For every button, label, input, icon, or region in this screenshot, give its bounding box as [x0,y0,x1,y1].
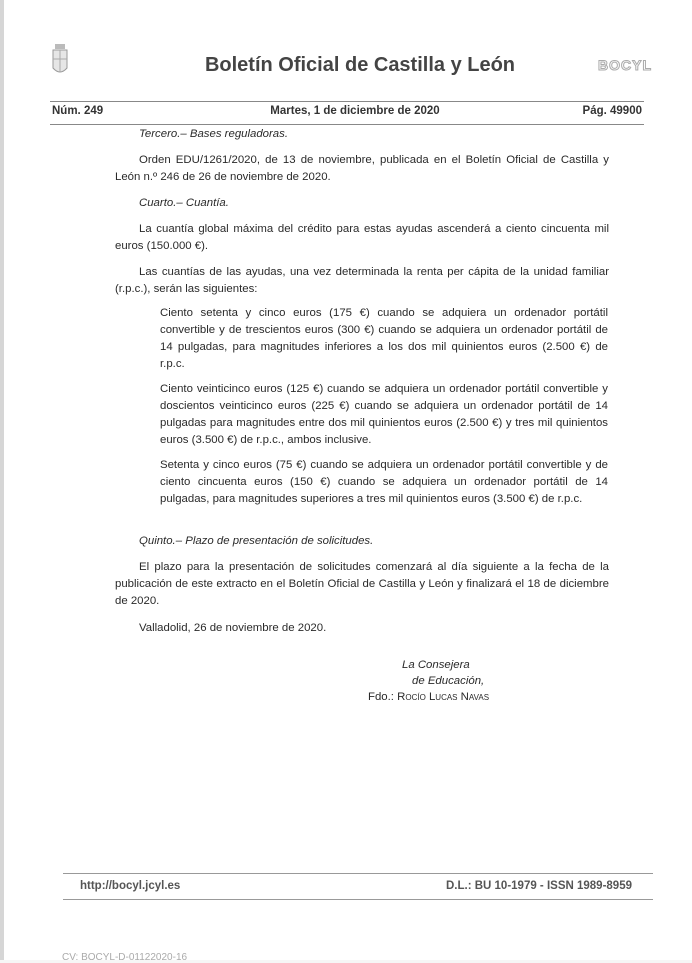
signature-line-2: de Educación, [412,675,485,687]
section-heading-cuarto: Cuarto.– Cuantía. [139,197,229,209]
header-divider [50,101,644,102]
signature-line-1: La Consejera [402,659,470,671]
place-date: Valladolid, 26 de noviembre de 2020. [139,622,327,634]
paragraph-cuantias-intro: Las cuantías de las ayudas, una vez determinada la renta per cápita de la unidad familiar (r.p.c.), serán las siguientes: [115,266,609,295]
scan-edge [0,0,4,960]
bocyl-logo: BOCYL [598,57,652,73]
footer-divider-bottom [63,899,653,900]
cv-code: CV: BOCYL-D-01122020-16 [62,952,188,963]
header-divider-bottom [50,124,644,125]
footer-divider [63,873,653,874]
issue-date: Martes, 1 de diciembre de 2020 [270,105,440,117]
footer-legal: D.L.: BU 10-1979 - ISSN 1989-8959 [445,880,632,892]
paragraph-orden: Orden EDU/1261/2020, de 13 de noviembre, publicada en el Boletín Oficial de Castilla y León n.º 246 de 26 de noviembre de 2020. [115,154,609,183]
issue-number: Núm. 249 [52,105,104,117]
signed-prefix: Fdo.: [368,691,398,703]
coat-of-arms-logo [52,44,68,76]
paragraph-plazo: El plazo para la presentación de solicitudes comenzará al día siguiente a la fecha de la publicación de este extracto en el Boletín Oficial de Castilla y León y finalizará el 18 de diciembre de 2020. [115,561,609,607]
bulletin-title: Boletín Oficial de Castilla y León [204,54,516,76]
footer-url[interactable]: http://bocyl.jcyl.es [80,880,181,892]
section-heading-quinto: Quinto.– Plazo de presentación de solicitudes. [139,535,374,547]
page-number: Pág. 49900 [582,105,642,117]
amount-item: Ciento veinticinco euros (125 €) cuando se adquiera un ordenador portátil convertible y doscientos veinticinco euros (225 €) cuando se adquiera un ordenador portátil de 14 pulgadas para magnitudes entre dos mil quinientos euros (2.500 €) y tres mil quinientos euros (3.500 €) de r.p.c., ambos inclusive. [160,383,608,446]
amount-item: Setenta y cinco euros (75 €) cuando se adquiera un ordenador portátil convertible y de ciento cincuenta euros (150 €) cuando se adquiera un ordenador portátil de 14 pulgadas, para magnitudes superiores a tres mil quinientos euros (3.500 €) de r.p.c. [160,459,608,505]
section-heading-tercero: Tercero.– Bases reguladoras. [139,128,289,140]
signature-line-3 [368,689,489,705]
paragraph-cuantia-global: La cuantía global máxima del crédito para estas ayudas ascenderá a ciento cincuenta mil euros (150.000 €). [115,223,609,252]
amount-item: Ciento setenta y cinco euros (175 €) cuando se adquiera un ordenador portátil convertible y de trescientos euros (300 €) cuando se adquiera un ordenador portátil de 14 pulgadas, para magnitudes inferiores a los dos mil quinientos euros (2.500 €) de r.p.c. [160,307,608,370]
signer-name: Rocío Lucas Navas [397,691,490,703]
